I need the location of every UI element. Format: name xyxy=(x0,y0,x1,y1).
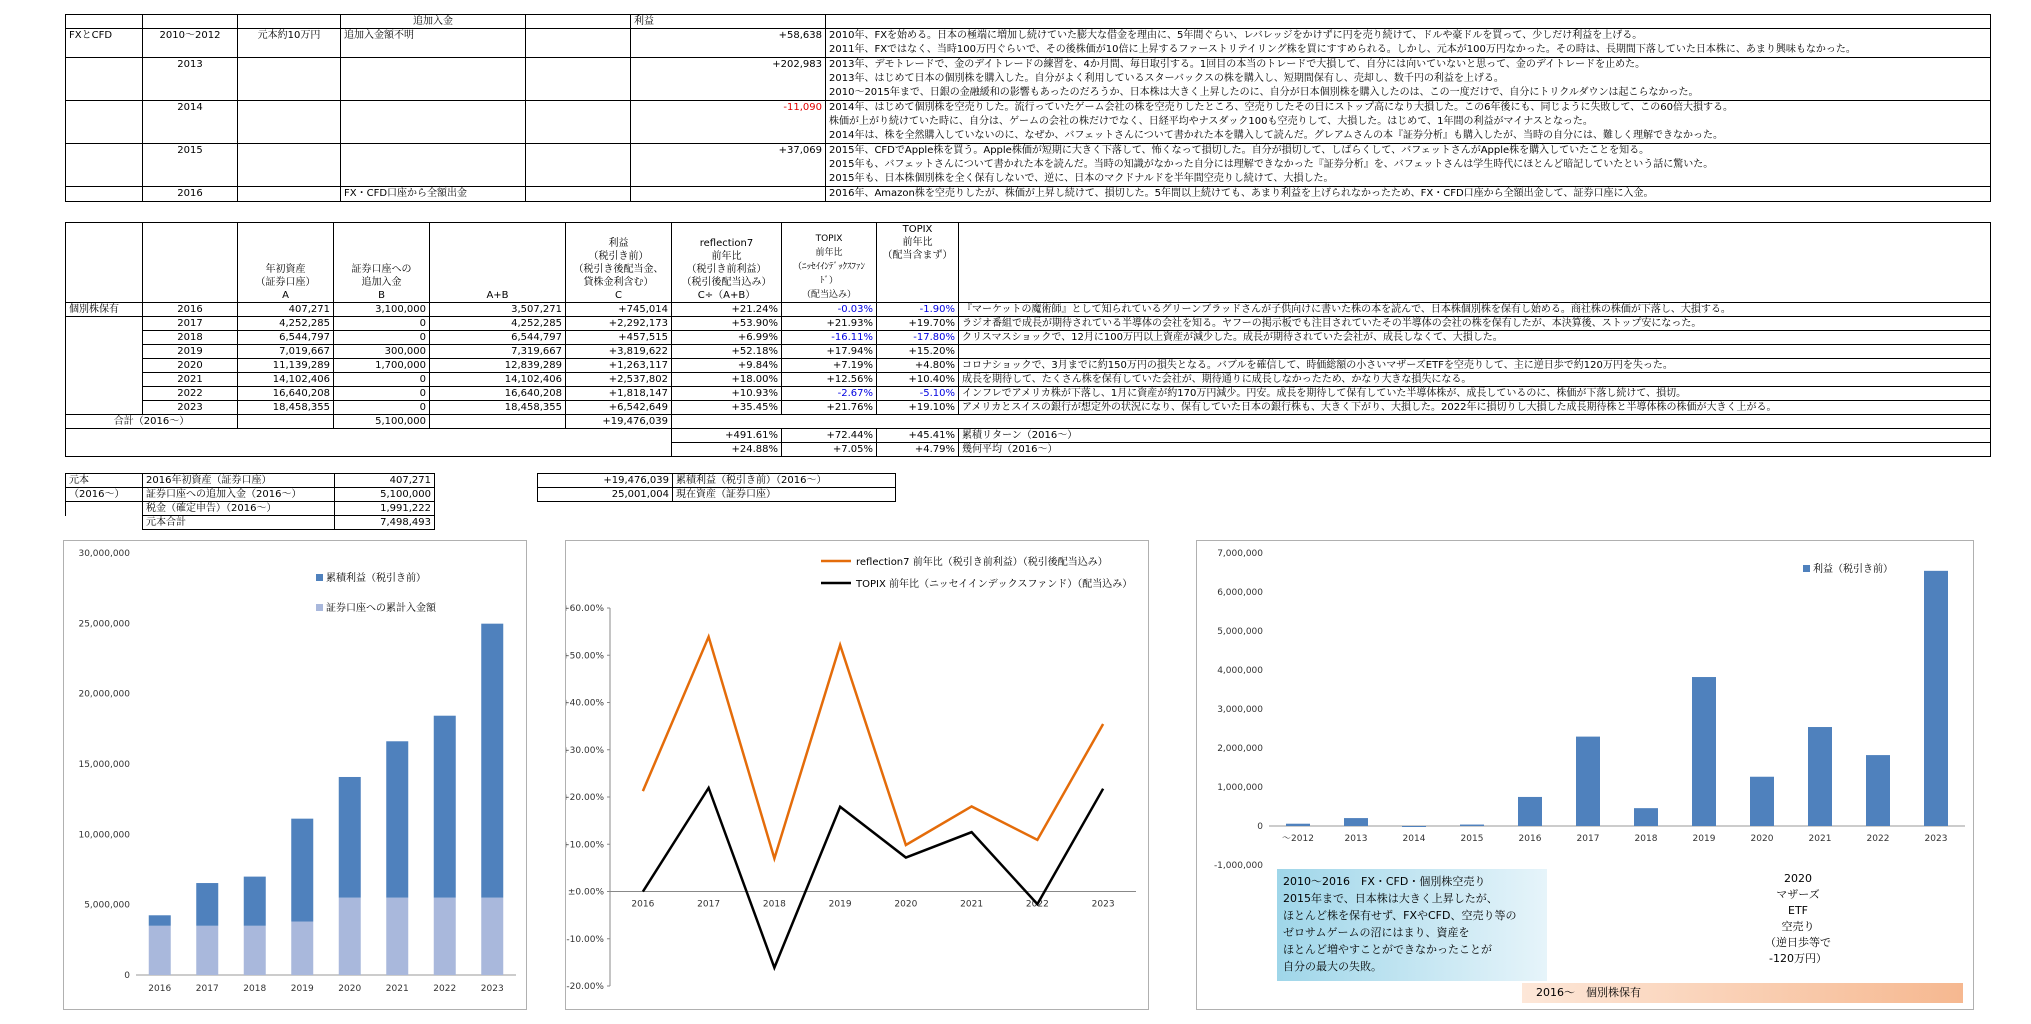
y-tick-label: +60.00% xyxy=(566,604,604,614)
x-tick-label: 2019 xyxy=(828,899,852,910)
y-tick-label: +50.00% xyxy=(566,651,604,662)
row-deposit: 0 xyxy=(334,401,430,415)
y-tick-label: +10.00% xyxy=(566,840,604,851)
row-topix-div: -0.03% xyxy=(782,303,877,317)
history-row xyxy=(66,101,1991,144)
row-note: クリスマスショックで、12月に100万円以上資産が減少した。成長が期待されていた会社が、成長しなくて、大損した。 xyxy=(959,331,1991,345)
row-category xyxy=(66,401,143,415)
principal-row-value: 5,100,000 xyxy=(335,488,435,502)
bar-segment xyxy=(434,716,456,898)
x-tick-label: 2019 xyxy=(1692,834,1716,844)
row-deposit: 0 xyxy=(334,387,430,401)
row-profit xyxy=(631,187,826,202)
row-assets: 11,139,289 xyxy=(238,359,334,373)
bar xyxy=(1460,825,1484,826)
description-line: 2011年、FXではなく、当時100万円ぐらいで、その後株価が10倍に上昇するファーストリテイリング株を買にすすめられる。しかし、元本が100万円なかった。その時は、長期間下落していた日本株に、あまり興味もなかった。 xyxy=(829,44,1856,55)
row-category xyxy=(66,317,143,331)
row-deposit: 0 xyxy=(334,373,430,387)
col-header-assets: 年初資産 （証券口座） A xyxy=(238,223,334,303)
row-year: 2010～2012 xyxy=(143,29,238,58)
bar-segment xyxy=(434,898,456,975)
y-tick-label: 25,000,000 xyxy=(78,619,130,630)
row-topix: +15.20% xyxy=(877,345,959,359)
col-header-r7: reflection7 前年比 （税引き前利益） （税引後配当込み） C÷（A+B） xyxy=(672,223,782,303)
x-tick-label: 2020 xyxy=(894,899,918,910)
row-category xyxy=(66,345,143,359)
row-year: 2018 xyxy=(143,331,238,345)
row-category xyxy=(66,331,143,345)
row-topix: +10.40% xyxy=(877,373,959,387)
principal-row-value: 407,271 xyxy=(335,474,435,488)
x-tick-label: 2021 xyxy=(960,899,984,910)
description-line: 2010年、FXを始める。日本の極端に増加し続けていた膨大な借金を理由に、5年間ぐらい、レバレッジをかけずに円を売り続けて、ドルや豪ドルを買って、少しだけ利益を上げる。 xyxy=(829,30,1643,41)
x-tick-label: 2018 xyxy=(762,899,786,910)
bar-segment xyxy=(386,898,408,975)
cum-label: 累積リターン（2016～） xyxy=(959,429,1991,443)
y-tick-label: 5,000,000 xyxy=(1217,627,1263,637)
row-category xyxy=(66,144,143,187)
annotation-line: 2020 xyxy=(1784,872,1812,885)
row-principal xyxy=(238,101,341,144)
principal-row-label: 税金（確定申告）（2016～） xyxy=(143,502,335,516)
legend-swatch xyxy=(316,574,323,581)
annual-row xyxy=(66,331,1991,345)
description-line: 2014年は、株を全然購入していないのに、なぜか、バフェットさんについて書かれた本を購入して読んだ。グレアムさんの本『証券分析』も購入したが、当時の自分には、難しく理解できなかった。 xyxy=(829,130,1724,141)
row-category: 個別株保有 xyxy=(66,303,143,317)
row-note: 成長を期待して、たくさん株を保有していた会社が、期待通りに成長しなかったため、かなり大きな損失になる。 xyxy=(959,373,1991,387)
principal-row-value: 7,498,493 xyxy=(335,516,435,530)
y-tick-label: 0 xyxy=(124,971,130,981)
series-line xyxy=(643,788,1103,968)
legend-swatch xyxy=(1803,565,1810,572)
description-line: 2013年、はじめて日本の個別株を購入した。自分がよく利用しているスターバックスの株を購入し、短期間保有し、売却し、数千円の利益を上げる。 xyxy=(829,73,1504,84)
row-assets: 6,544,797 xyxy=(238,331,334,345)
row-topix-div: +12.56% xyxy=(782,373,877,387)
y-tick-label: 10,000,000 xyxy=(78,830,130,841)
annual-row xyxy=(66,359,1991,373)
row-ab: 14,102,406 xyxy=(430,373,566,387)
row-r7: +52.18% xyxy=(672,345,782,359)
current-assets-value: 25,001,004 xyxy=(538,488,673,502)
total-deposit: 5,100,000 xyxy=(334,415,430,429)
annual-row xyxy=(66,401,1991,415)
bar xyxy=(1344,818,1368,826)
row-year: 2022 xyxy=(143,387,238,401)
x-tick-label: 2019 xyxy=(290,984,314,994)
bar-segment xyxy=(291,922,313,975)
y-tick-label: +20.00% xyxy=(566,793,604,803)
principal-row-label: 元本合計 xyxy=(143,516,335,530)
history-row xyxy=(66,187,1991,202)
principal-row-label: 2016年初資産（証券口座） xyxy=(143,474,335,488)
annotation-line: マザーズ xyxy=(1776,888,1820,901)
row-deposit: 300,000 xyxy=(334,345,430,359)
bar-segment xyxy=(386,741,408,897)
row-profit: +1,818,147 xyxy=(566,387,672,401)
row-category xyxy=(66,387,143,401)
col-header-deposit: 証券口座への 追加入金 B xyxy=(334,223,430,303)
cum-r7: +491.61% xyxy=(672,429,782,443)
row-r7: +35.45% xyxy=(672,401,782,415)
chart-panel-cumulative xyxy=(63,540,527,1010)
annotation-line: ほとんど株を保有せず、FXやCFD、空売り等の xyxy=(1283,909,1517,922)
row-description xyxy=(826,58,1991,101)
x-tick-label: 2018 xyxy=(243,984,267,994)
row-profit: +58,638 xyxy=(631,29,826,58)
row-ab: 18,458,355 xyxy=(430,401,566,415)
row-year: 2023 xyxy=(143,401,238,415)
geo-label: 幾何平均（2016～） xyxy=(959,443,1991,457)
row-note: 『マーケットの魔術師』として知られているグリーンブラッドさんが子供向けに書いた株の本を読んで、日本株個別株を保有し始める。商社株の株価が下落し、大損する。 xyxy=(959,303,1991,317)
col-header-profit: 利益 （税引き前） （税引き後配当金、 貸株金利含む） C xyxy=(566,223,672,303)
total-label: 合計（2016～） xyxy=(66,415,238,429)
row-assets: 14,102,406 xyxy=(238,373,334,387)
row-r7: +53.90% xyxy=(672,317,782,331)
note-box-mothers xyxy=(1755,871,1841,967)
row-category xyxy=(66,101,143,144)
row-assets: 7,019,667 xyxy=(238,345,334,359)
row-year: 2013 xyxy=(143,58,238,101)
row-deposit: 追加入金額不明 xyxy=(341,29,526,58)
geo-r7: +24.88% xyxy=(672,443,782,457)
annual-row xyxy=(66,303,1991,317)
row-assets: 16,640,208 xyxy=(238,387,334,401)
x-tick-label: 2020 xyxy=(1750,834,1774,844)
x-tick-label: 2016 xyxy=(148,984,172,994)
row-profit: +3,819,622 xyxy=(566,345,672,359)
current-assets-label: 現在資産（証券口座） xyxy=(673,488,896,502)
cum-profit-label: 累積利益（税引き前）（2016～） xyxy=(673,474,896,488)
annotation-line: ほとんど増やすことができなかったことが xyxy=(1283,943,1492,956)
row-topix-div: +21.93% xyxy=(782,317,877,331)
row-category xyxy=(66,359,143,373)
row-deposit: 3,100,000 xyxy=(334,303,430,317)
history-row xyxy=(66,144,1991,187)
row-deposit: FX・CFD口座から全額出金 xyxy=(341,187,526,202)
row-r7: +21.24% xyxy=(672,303,782,317)
description-line: 2015年も、日本株個別株を全く保有しないで、逆に、日本のマクドナルドを半年間空売りし続けて、大損した。 xyxy=(829,173,1334,184)
x-tick-label: 2016 xyxy=(1518,834,1542,844)
row-empty xyxy=(526,101,631,144)
note-box-fx xyxy=(1277,869,1547,981)
row-empty xyxy=(526,187,631,202)
bar-segment xyxy=(196,926,218,975)
description-line: 2014年、はじめて個別株を空売りした。流行っていたゲーム会社の株を空売りしたところ、空売りしたその日にストップ高になり大損した。この6年後にも、同じように失敗して、この60倍大損する。 xyxy=(829,102,1734,113)
row-topix: -5.10% xyxy=(877,387,959,401)
y-tick-label: 3,000,000 xyxy=(1217,705,1263,715)
x-tick-label: 2017 xyxy=(697,899,721,910)
row-profit: +202,983 xyxy=(631,58,826,101)
description-line: 2013年、デモトレードで、金のデイトレードの練習を、4か月間、毎日取引する。1回目の本当のトレードで大損して、自分には向いていないと思って、金のデイトレードを止めた。 xyxy=(829,59,1646,70)
bar xyxy=(1576,737,1600,826)
y-tick-label: -1,000,000 xyxy=(1213,861,1263,871)
chart-panel-yoy xyxy=(565,540,1149,1010)
row-topix-div: +17.94% xyxy=(782,345,877,359)
legend-swatch xyxy=(316,604,323,611)
annotation-line: 2010～2016 FX・CFD・個別株空売り xyxy=(1283,875,1486,888)
principal-table xyxy=(65,473,435,530)
x-tick-label: 2021 xyxy=(385,984,409,994)
row-year: 2019 xyxy=(143,345,238,359)
row-description xyxy=(826,187,1991,202)
bar-segment xyxy=(244,926,266,975)
row-r7: +10.93% xyxy=(672,387,782,401)
row-note: コロナショックで、3月までに約150万円の損失となる。バブルを確信して、時価総額の小さいマザーズETFを空売りして、主に逆日歩で約120万円を失った。 xyxy=(959,359,1991,373)
row-r7: +6.99% xyxy=(672,331,782,345)
row-year: 2020 xyxy=(143,359,238,373)
y-tick-label: -20.00% xyxy=(566,982,604,992)
row-profit: +2,537,802 xyxy=(566,373,672,387)
y-tick-label: 7,000,000 xyxy=(1217,549,1263,559)
geo-topix: +4.79% xyxy=(877,443,959,457)
annotation-line: 2015年まで、日本株は大きく上昇したが、 xyxy=(1283,892,1498,905)
description-line: 2015年も、バフェットさんについて書かれた本を読んだ。当時の知識がなかった自分には理解できなかった『証券分析』を、バフェットさんは学生時代にほとんど暗記していたという話に驚いた。 xyxy=(829,159,1714,170)
legend-label: 累積利益（税引き前） xyxy=(326,573,426,584)
y-tick-label: 5,000,000 xyxy=(84,900,130,911)
description-line: 2016年、Amazon株を空売りしたが、株価が上昇し続けて、損切した。5年間以上続けても、あまり利益を上げられなかったため、FX・CFD口座から全額出金して、証券口座に入金。 xyxy=(829,188,1654,199)
description-line: 株価が上がり続けていた時に、自分は、ゲームの会社の株だけでなく、日経平均やナスダック100も空売りして、大損した。はじめて、1年間の利益がマイナスとなった。 xyxy=(829,116,1593,127)
row-profit: +457,515 xyxy=(566,331,672,345)
y-tick-label: 15,000,000 xyxy=(78,760,130,770)
bar-segment xyxy=(339,898,361,975)
bar xyxy=(1692,677,1716,826)
row-category xyxy=(66,58,143,101)
principal-label: 元本 xyxy=(66,474,143,488)
row-year: 2017 xyxy=(143,317,238,331)
y-tick-label: 6,000,000 xyxy=(1217,588,1263,598)
history-table xyxy=(65,14,1991,202)
x-tick-label: 2013 xyxy=(1344,834,1368,844)
bar xyxy=(1924,571,1948,826)
row-assets: 4,252,285 xyxy=(238,317,334,331)
row-note: アメリカとスイスの銀行が想定外の状況になり、保有していた日本の銀行株も、大きく下がり、大損した。2022年に損切りし大損した成長期待株と半導体株の株価が大きく上がる。 xyxy=(959,401,1991,415)
row-ab: 4,252,285 xyxy=(430,317,566,331)
row-profit: +2,292,173 xyxy=(566,317,672,331)
geo-topix-div: +7.05% xyxy=(782,443,877,457)
row-note: ラジオ番組で成長が期待されている半導体の会社を知る。ヤフーの掲示板でも注目されていたその半導体の会社の株を保有したが、本決算後、ストップ安になった。 xyxy=(959,317,1991,331)
row-description xyxy=(826,101,1991,144)
legend-label: 証券口座への累計入金額 xyxy=(326,603,436,614)
description-line: 2015年、CFDでApple株を買う。Apple株価が短期に大きく下落して、怖くなって損切した。自分が損切して、しばらくして、バフェットさんがApple株を購入していたことを知る。 xyxy=(829,145,1650,156)
row-profit: +1,263,117 xyxy=(566,359,672,373)
row-deposit xyxy=(341,58,526,101)
description-line: 2010～2015年まで、日銀の金融緩和の影響もあったのだろうか、日本株は大きく上昇したのに、自分が日本個別株を購入したのは、この一度だけで、自分にトリクルダウンは起こらなかった。 xyxy=(829,87,1699,98)
cum-topix-div: +72.44% xyxy=(782,429,877,443)
annotation-line: -120万円） xyxy=(1769,952,1827,965)
row-principal xyxy=(238,187,341,202)
annotation-line: （逆日歩等で xyxy=(1765,936,1831,949)
annotation-line: ゼロサムゲームの沼にはまり、資産を xyxy=(1283,926,1470,939)
x-tick-label: 2022 xyxy=(1025,899,1049,910)
x-tick-label: 2015 xyxy=(1460,834,1484,844)
x-tick-label: 2017 xyxy=(1576,834,1600,844)
cum-profit-value: +19,476,039 xyxy=(538,474,673,488)
cumulative-stacked-bar-chart xyxy=(64,541,526,1009)
row-topix: -17.80% xyxy=(877,331,959,345)
series-line xyxy=(643,637,1103,859)
profit-header: 利益 xyxy=(631,15,826,29)
y-tick-label: 20,000,000 xyxy=(78,689,130,700)
bar-segment xyxy=(149,926,171,975)
row-topix-div: -16.11% xyxy=(782,331,877,345)
row-topix-div: -2.67% xyxy=(782,387,877,401)
bar-segment xyxy=(291,819,313,922)
row-deposit: 1,700,000 xyxy=(334,359,430,373)
x-tick-label: 2021 xyxy=(1808,834,1832,844)
row-empty xyxy=(526,144,631,187)
bar xyxy=(1808,727,1832,826)
row-r7: +18.00% xyxy=(672,373,782,387)
row-topix: -1.90% xyxy=(877,303,959,317)
row-ab: 6,544,797 xyxy=(430,331,566,345)
x-tick-label: 2022 xyxy=(1866,834,1890,844)
row-r7: +9.84% xyxy=(672,359,782,373)
bar-segment xyxy=(339,777,361,898)
bar-segment xyxy=(196,883,218,926)
cum-topix: +45.41% xyxy=(877,429,959,443)
row-profit: +745,014 xyxy=(566,303,672,317)
principal-row-value: 1,991,222 xyxy=(335,502,435,516)
row-description xyxy=(826,29,1991,58)
x-tick-label: 2022 xyxy=(433,984,457,994)
x-tick-label: ～2012 xyxy=(1282,834,1314,844)
row-ab: 16,640,208 xyxy=(430,387,566,401)
bar xyxy=(1518,797,1542,826)
row-principal xyxy=(238,58,341,101)
x-tick-label: 2014 xyxy=(1402,834,1426,844)
annual-return-table xyxy=(65,222,1991,457)
history-row xyxy=(66,29,1991,58)
history-row xyxy=(66,58,1991,101)
legend-label: 利益（税引き前） xyxy=(1813,564,1893,575)
annotation-line: 自分の最大の失敗。 xyxy=(1283,960,1382,973)
row-topix: +19.70% xyxy=(877,317,959,331)
y-tick-label: 4,000,000 xyxy=(1217,666,1263,676)
row-empty xyxy=(526,29,631,58)
row-profit: -11,090 xyxy=(631,101,826,144)
x-tick-label: 2023 xyxy=(1924,834,1948,844)
yoy-line-chart xyxy=(566,541,1148,1009)
row-empty xyxy=(526,58,631,101)
y-tick-label: -10.00% xyxy=(566,934,604,945)
principal-row-label: 証券口座への追加入金（2016～） xyxy=(143,488,335,502)
row-note xyxy=(959,345,1991,359)
row-principal xyxy=(238,144,341,187)
row-ab: 7,319,667 xyxy=(430,345,566,359)
y-tick-label: +40.00% xyxy=(566,698,604,709)
row-topix-div: +21.76% xyxy=(782,401,877,415)
y-tick-label: ±0.00% xyxy=(567,887,604,898)
bar xyxy=(1402,826,1426,827)
annual-row xyxy=(66,387,1991,401)
bar-segment xyxy=(149,915,171,925)
row-deposit: 0 xyxy=(334,331,430,345)
row-assets: 18,458,355 xyxy=(238,401,334,415)
principal-label-sub: （2016～） xyxy=(66,488,143,502)
annotation-line: ETF xyxy=(1788,904,1808,917)
bar-segment xyxy=(244,877,266,926)
bar-segment xyxy=(481,898,503,975)
bar-segment xyxy=(481,624,503,898)
row-deposit: 0 xyxy=(334,317,430,331)
row-topix-div: +7.19% xyxy=(782,359,877,373)
row-year: 2015 xyxy=(143,144,238,187)
col-header-topix-div: TOPIX 前年比 （ﾆｯｾｲｲﾝﾃﾞｯｸｽﾌｧﾝﾄﾞ） （配当込み） xyxy=(782,223,877,303)
row-year: 2016 xyxy=(143,303,238,317)
row-category: FXとCFD xyxy=(66,29,143,58)
y-tick-label: 2,000,000 xyxy=(1217,744,1263,754)
row-profit: +6,542,649 xyxy=(566,401,672,415)
period-bar-label: 2016～ 個別株保有 xyxy=(1536,986,1641,999)
row-deposit xyxy=(341,144,526,187)
deposit-header: 追加入金 xyxy=(341,15,526,29)
bar xyxy=(1750,777,1774,826)
row-topix: +19.10% xyxy=(877,401,959,415)
row-ab: 3,507,271 xyxy=(430,303,566,317)
x-tick-label: 2018 xyxy=(1634,834,1658,844)
chart-panel-profit xyxy=(1196,540,1974,1010)
row-assets: 407,271 xyxy=(238,303,334,317)
bar xyxy=(1286,824,1310,826)
row-note: インフレでアメリカ株が下落し、1月に資産が約170万円減少。円安。成長を期待して保有していた半導体株が、成長しているのに、株価が下落し続けて、損切。 xyxy=(959,387,1991,401)
annual-row xyxy=(66,317,1991,331)
total-profit: +19,476,039 xyxy=(566,415,672,429)
row-topix: +4.80% xyxy=(877,359,959,373)
x-tick-label: 2023 xyxy=(480,984,504,994)
row-ab: 12,839,289 xyxy=(430,359,566,373)
y-tick-label: +30.00% xyxy=(566,745,604,756)
row-description xyxy=(826,144,1991,187)
row-category xyxy=(66,373,143,387)
annual-row xyxy=(66,345,1991,359)
y-tick-label: 30,000,000 xyxy=(78,549,130,559)
row-principal: 元本約10万円 xyxy=(238,29,341,58)
annual-row xyxy=(66,373,1991,387)
bar xyxy=(1634,808,1658,826)
row-year: 2021 xyxy=(143,373,238,387)
y-tick-label: 1,000,000 xyxy=(1217,783,1263,793)
col-header-topix: TOPIX 前年比 （配当含まず） xyxy=(877,223,959,303)
legend-label: reflection7 前年比（税引き前利益）（税引後配当込み） xyxy=(856,557,1108,568)
row-year: 2016 xyxy=(143,187,238,202)
x-tick-label: 2016 xyxy=(631,899,655,910)
annotation-line: 空売り xyxy=(1781,920,1815,933)
x-tick-label: 2020 xyxy=(338,984,362,994)
row-category xyxy=(66,187,143,202)
period-bar-individual-stocks xyxy=(1522,983,1963,1003)
row-year: 2014 xyxy=(143,101,238,144)
asset-summary-table xyxy=(537,473,896,502)
y-tick-label: 0 xyxy=(1257,822,1263,832)
bar xyxy=(1866,755,1890,826)
legend-label: TOPIX 前年比（ニッセイインデックスファンド）（配当込み） xyxy=(856,579,1133,590)
x-tick-label: 2017 xyxy=(195,984,219,994)
row-profit: +37,069 xyxy=(631,144,826,187)
row-deposit xyxy=(341,101,526,144)
col-header-ab: A+B xyxy=(430,223,566,303)
x-tick-label: 2023 xyxy=(1091,899,1115,910)
